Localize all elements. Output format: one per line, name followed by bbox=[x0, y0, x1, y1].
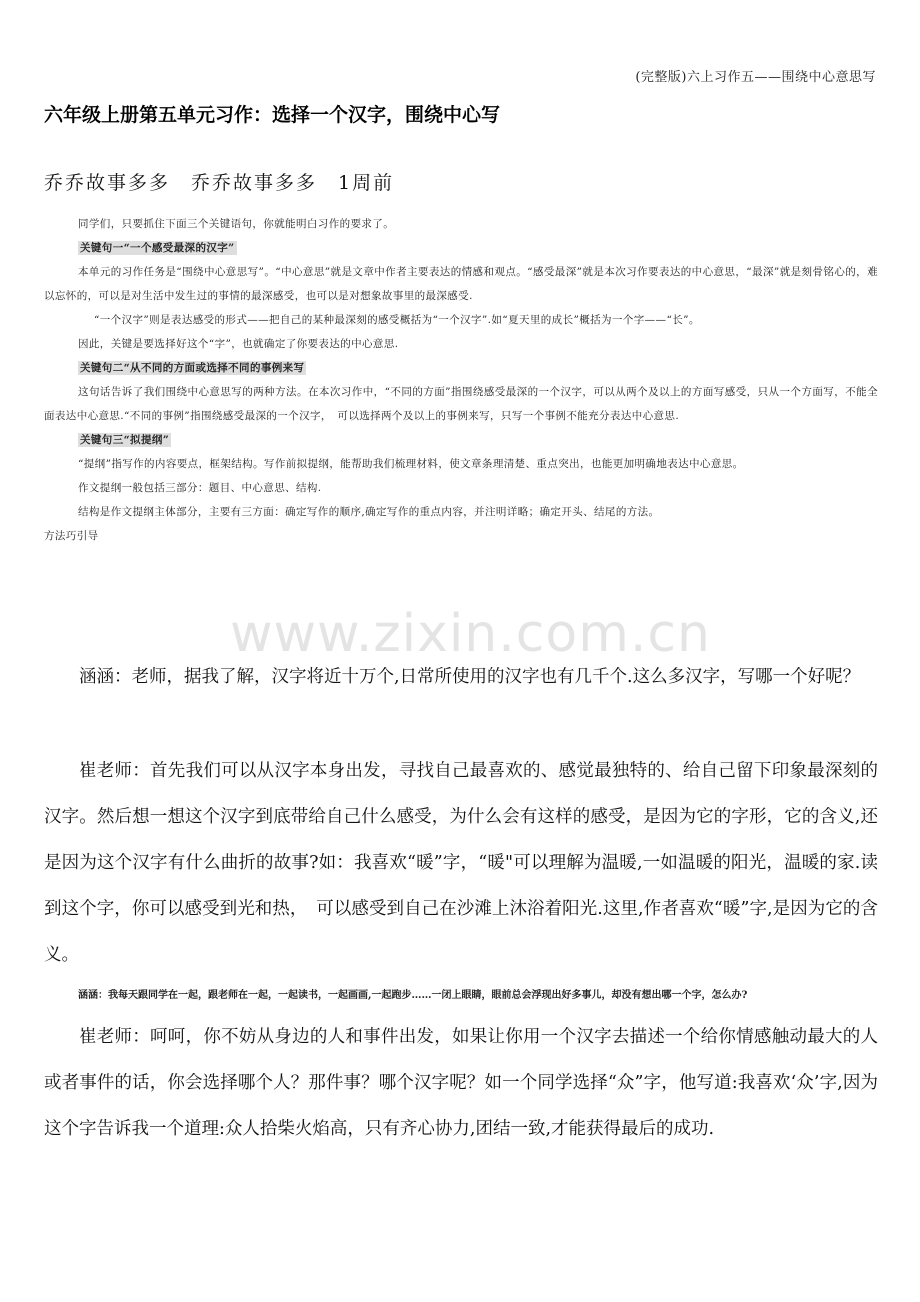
dialogue-text: 涵涵：老师，据我了解，汉字将近十万个,日常所使用的汉字也有几千个.这么多汉字，写哪一个好呢？ bbox=[79, 667, 861, 687]
key-sentence-2 bbox=[44, 356, 878, 380]
dialogue-question-2 bbox=[44, 985, 878, 1007]
intro-paragraph: 因此，关键是要选择好这个“字”，也就确定了你要表达的中心意思. bbox=[78, 338, 399, 350]
intro-paragraph: 结构是作文提纲主体部分，主要有三方面：确定写作的顺序,确定写作的重点内容，并注明详略；确定开头、结尾的方法。 bbox=[78, 506, 660, 518]
key-sentence-2-text: 关键句二“从不同的方面或选择不同的事例来写 bbox=[80, 362, 305, 374]
intro-section bbox=[44, 212, 878, 548]
intro-paragraph: 这句话告诉了我们围绕中心意思写的两种方法。在本次习作中，“不同的方面”指围绕感受最深的一个汉字，可以从两个及以上的方面写感受，只从一个方面写，不能全面表达中心意思.“不同的事例”指围绕感受最深的一个汉字， 可以选择两个及以上的事例来写，只写一个事例不能充分表达中心意思. bbox=[44, 386, 878, 422]
dialogue-text: 涵涵：我每天跟同学在一起，跟老师在一起，一起读书，一起画画,一起跑步……一闭上眼睛，眼前总会浮现出好多事儿，却没有想出哪一个字，怎么办? bbox=[78, 990, 748, 1001]
document-title: 六年级上册第五单元习作：选择一个汉字，围绕中心写 bbox=[44, 104, 501, 126]
intro-paragraph: 作文提纲一般包括三部分：题目、中心意思、结构. bbox=[78, 482, 322, 494]
dialogue-text: 崔老师：呵呵，你不妨从身边的人和事件出发，如果让你用一个汉字去描述一个给你情感触动最大的人或者事件的话，你会选择哪个人？那件事？哪个汉字呢？如一个同学选择“众”字，他写道:我喜欢‘众’字,因为这个字告诉我一个道理:众人拾柴火焰高，只有齐心协力,团结一致,才能获得最后的成功. bbox=[44, 1027, 878, 1139]
dialogue-text: 崔老师：首先我们可以从汉字本身出发，寻找自己最喜欢的、感觉最独特的、给自己留下印象最深刻的汉字。然后想一想这个汉字到底带给自己什么感受，为什么会有这样的感受，是因为它的字形，它的含义,还是因为这个汉字有什么曲折的故事?如：我喜欢“暖”字，“暖"可以理解为温暖,一如温暖的阳光，温暖的家.读到这个字，你可以感受到光和热， 可以感受到自己在沙滩上沐浴着阳光.这里,作者喜欢“暖”字,是因为它的含义。 bbox=[44, 761, 878, 965]
dialogue-answer-1 bbox=[44, 748, 878, 978]
running-header: (完整版)六上习作五——围绕中心意思写 bbox=[635, 70, 876, 85]
intro-paragraph: 同学们，只要抓住下面三个关键语句，你就能明白习作的要求了。 bbox=[78, 218, 395, 230]
intro-paragraph: 本单元的习作任务是“围绕中心意思写”。“中心意思”就是文章中作者主要表达的情感和观点。“感受最深”就是本次习作要表达的中心意思，“最深”就是刻骨铭心的，难以忘怀的，可以是对生活中发生过的事情的最深感受，也可以是对想象故事里的最深感受. bbox=[44, 266, 878, 302]
section-label: 方法巧引导 bbox=[44, 530, 99, 542]
intro-paragraph: “提纲”指写作的内容要点，框架结构。写作前拟提纲，能帮助我们梳理材料，使文章条理清楚、重点突出，也能更加明确地表达中心意思。 bbox=[78, 458, 744, 470]
key-sentence-3 bbox=[44, 428, 878, 452]
dialogue-question-1 bbox=[44, 654, 878, 700]
key-sentence-1 bbox=[44, 236, 878, 260]
key-sentence-3-text: 关键句三“拟提纲” bbox=[80, 434, 170, 446]
key-sentence-1-text: 关键句一“一个感受最深的汉字” bbox=[80, 242, 235, 254]
author-line: 乔乔故事多多 乔乔故事多多 1周前 bbox=[44, 172, 395, 194]
intro-paragraph: “一个汉字”则是表达感受的形式——把自己的某种最深刻的感受概括为“一个汉字”.如“夏天里的成长”概括为一个字——“长”。 bbox=[94, 314, 700, 326]
watermark: www.zixin.com.cn bbox=[230, 604, 711, 664]
dialogue-answer-2 bbox=[44, 1014, 878, 1152]
